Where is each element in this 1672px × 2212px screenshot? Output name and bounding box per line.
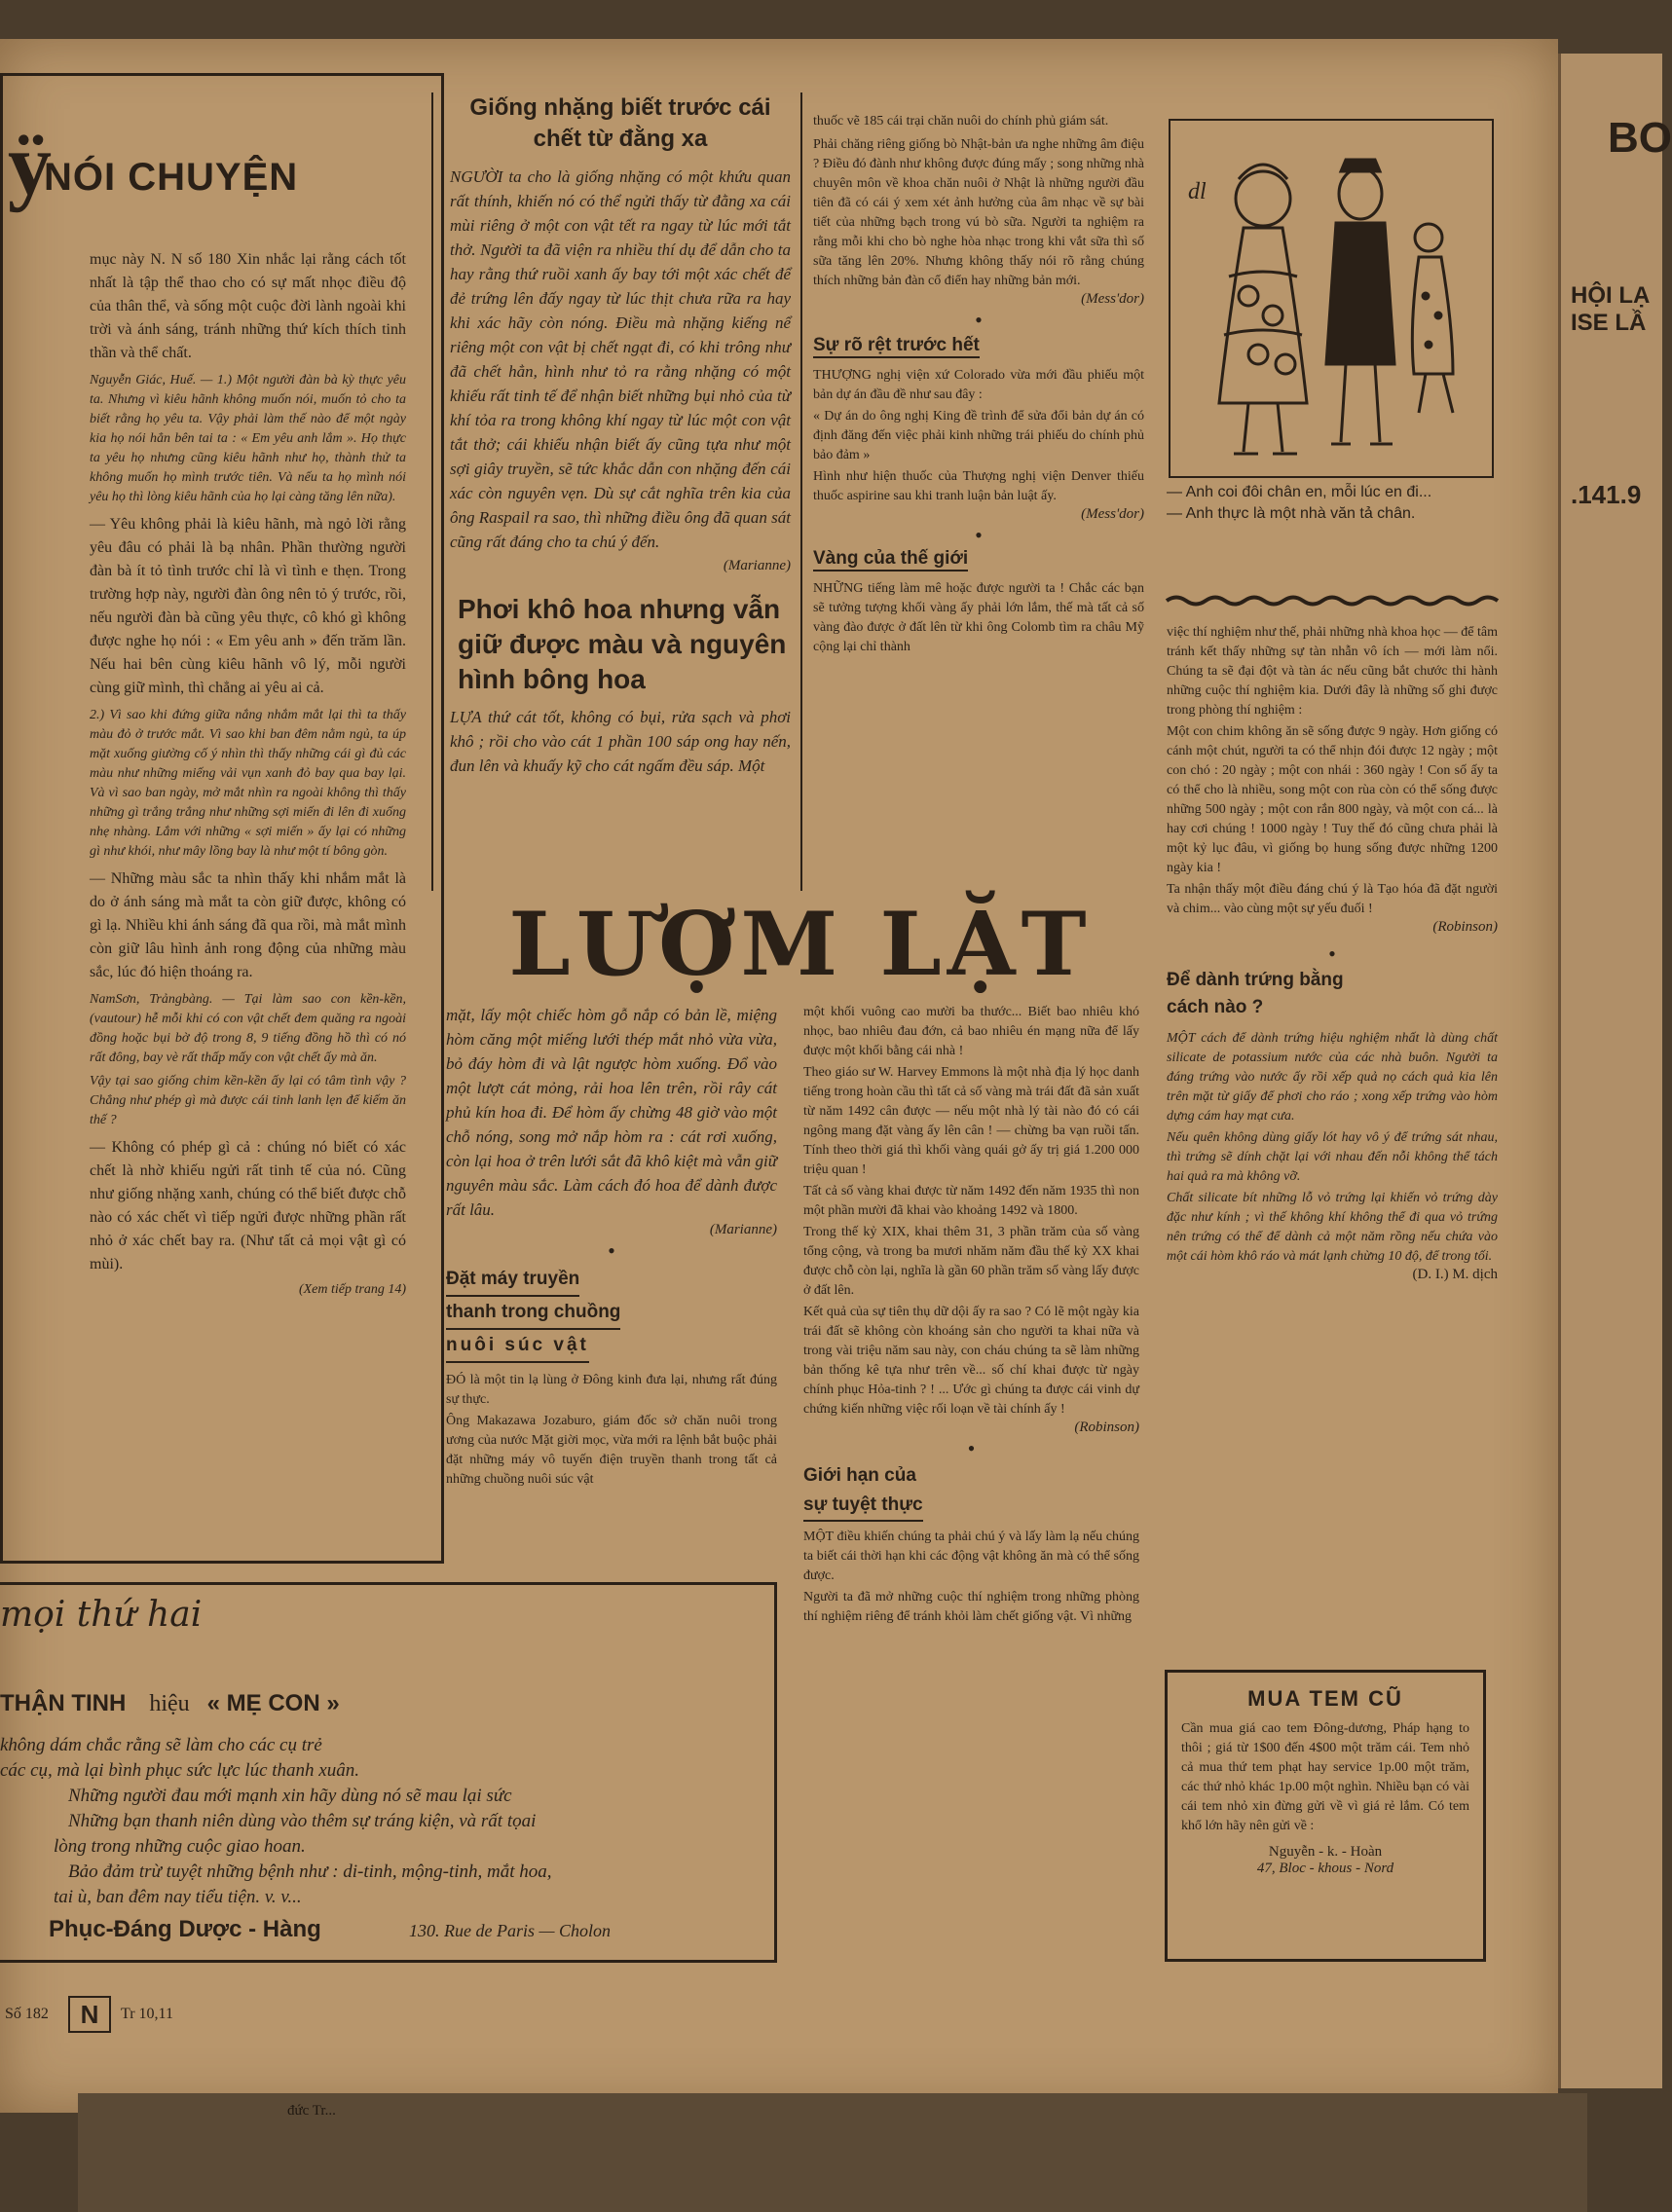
cartoon-caption-line: — Anh coi đôi chân en, mỗi lúc en đi... (1167, 484, 1432, 500)
ad-product: THẬN TINH (0, 1690, 127, 1716)
column-rule (431, 92, 433, 891)
ad-line: Bảo đảm trừ tuyệt những bệnh như : di-tinh, mộng-tinh, mắt hoa, (68, 1862, 552, 1882)
column-rule (800, 92, 802, 891)
reader-question: NamSơn, Trảngbàng. — Tại làm sao con kền-kền, (vautour) hễ mỗi khi có con vật chết đem quăng ra ngoài đồng hoặc bụi bờ độ trong 8, 9 tiếng đồng hồ thì có nó rất đông, bay vè rất thấp mấy con vật chết ấy mà ăn. (90, 992, 406, 1065)
reader-question: Vậy tại sao giống chim kền-kền ấy lại có tâm tình vậy ? Chẳng như phép gì mà được cái tinh lanh lẹn để kiếm ăn thế ? (90, 1074, 406, 1127)
article-body: NGƯỜI ta cho là giống nhặng có một khứu quan rất thính, khiến nó có thể ngửi thấy từ đằng xa cái mùi riêng ở một con vật tết ra ngay từ lúc mới tắt thở. Người ta đã viện ra nhiều thí dụ để dẫn cho ta hay rằng thứ ruồi xanh ấy bay tới một xác chết để đẻ trứng lên đấy ngay từ lúc thịt chưa rữa ra hay khi xác hãy còn nóng. Điều mà nhặng kiếng nể riêng một con vật bị chết ngạt đi, có khi trông như đã chết hẳn, hình như tỏ ra rằng nhặng có một khiếu rất tinh tế để nhận biết những bụi nhỏ của từ khí tỏa ra trong không khí ngay từ lúc một con vật tắt thở; cái khiếu nhận biết ấy cũng tựa như một sợi giây truyền, sẽ tức khắc dẫn con nhặng đến cái xác còn nguyên vẹn. Dù sự cắt nghĩa trên kia của ông Raspail ra sao, thì những điều ông đã quan sát cũng rất đáng cho ta chú ý đến. (450, 167, 791, 551)
article-signature: (Robinson) (1432, 919, 1498, 935)
article-body: một khối vuông cao mười ba thước... Biết bao nhiêu khó nhọc, bao nhiêu đau đớn, cả bao nhiêu én mạng nữa để lấy được một khối bằng cái nhà ! (803, 1005, 1139, 1058)
article-title: Để dành trứng bằng cách nào ? (1167, 970, 1344, 1017)
article-title: Vàng của thế giới (813, 548, 968, 571)
article-body: MỘT cách để dành trứng hiệu nghiệm nhất là dùng chất silicate de potassium nước của các nhà buôn. Người ta đáng trứng vào nước ấy rồi xếp quả nọ cách quả kia lên trên mặt từ giấy để phơi cho ráo ; xong xếp trứng vào hòm dựng cám hay mạt cưa. (1167, 1031, 1498, 1124)
article-body: Tất cả số vàng khai được từ năm 1492 đến năm 1935 thì non một phần mười đã khai vào khoảng 1492 và 1800. (803, 1184, 1139, 1218)
ad-line: các cụ, mà lại bình phục sức lực lúc thanh xuân. (0, 1760, 359, 1781)
cartoon-caption-line: — Anh thực là một nhà văn tả chân. (1167, 505, 1416, 522)
ad-line: không dám chắc rằng sẽ làm cho các cụ trẻ (0, 1735, 322, 1755)
issue-number: Số 182 (5, 2006, 49, 2022)
separator-dot: • (1328, 941, 1336, 966)
article-body: Một con chim không ăn sẽ sống được 9 ngày. Hơn giống có cánh một chút, người ta có thể nhịn đói được 12 ngày ; một con chó : 20 ngày ; một con nhái : 360 ngày ! Con số ấy ta có thể cho là nhiều, song một con rùa còn có thể sống được những 500 ngày ; một con rắn 800 ngày, và một con cá... là hay cơi chúng ! 1000 ngày ! Tuy thế đó cũng chưa phải là một kỷ lục đâu, vì giống bọ hung sống được những 1200 ngày kia ! (1167, 724, 1498, 875)
adjacent-title: BO (1608, 114, 1672, 162)
article-body: việc thí nghiệm như thế, phải những nhà khoa học — để tâm tránh kết thấy những sự tàn nhẫn vô ích — mới làm nổi. Chúng ta sẽ đại đột và tàn ác nếu cũng bắt chước thi hành những cuộc thí nghiệm kia. Dưới đây là những số ghi được trong phòng thí nghiệm : (1167, 625, 1498, 718)
article-body: LỰA thứ cát tốt, không có bụi, rửa sạch và phơi khô ; rồi cho vào cát 1 phần 100 sáp ong hay nến, đun lên và khuấy kỹ cho cát ngấm đều sáp. Một (450, 708, 791, 775)
article-title-line: Đặt máy truyền (446, 1264, 579, 1297)
ad-line: lòng trong những cuộc giao hoan. (54, 1836, 306, 1857)
ad-heading-word: hiệu (149, 1691, 190, 1716)
noi-chuyen-content (90, 248, 406, 1300)
wavy-divider (1167, 594, 1498, 608)
ad-title: mọi thứ hai (0, 1595, 203, 1635)
article-body: NHỮNG tiếng làm mê hoặc được người ta ! Chắc các bạn sẽ tưởng tượng khối vàng ấy phải lớn lắm, thế mà tất cả số vàng đào được ở đất lên từ khi ông Colomb tìm ra châu Mỹ cộng lại chỉ thành (813, 581, 1144, 654)
stamp-ad-body: Cần mua giá cao tem Đông-dương, Pháp hạng to thôi ; giá từ 1$00 đến 4$00 một trăm cái. Tem nhỏ cả mua thứ tem phạt hay service 1p.00 một trăm, các thứ nhỏ khác 1p.00 một nghìn. Nhiều bạn có vài cái tem nhỏ xin đừng gửi về vì giá rẻ lắm. Có tem khổ lớn hãy nên gửi về : (1181, 1721, 1469, 1833)
article-signature: (Marianne) (723, 558, 791, 573)
section-header-noi-chuyen: NÓI CHUYỆN (44, 156, 299, 199)
article-title (803, 1461, 969, 1522)
article-body: Theo giáo sư W. Harvey Emmons là một nhà địa lý học danh tiếng trong hoàn cầu thì tất cả số vàng mà trái đất đã sản xuất từ năm 1492 cân được — nếu một nhà lý tài nào đó có cái ngông mang đặt vàng ấy lên cân ! — chừng ba vạn ruồi tấn. Tính theo thời giá thì khối vàng quái gở ấy trị giá 1.200 000 triệu quan ! (803, 1065, 1139, 1177)
continued-note: (Xem tiếp trang 14) (298, 1282, 406, 1297)
section-banner-luom-lat: LƯỢM LẶT (508, 893, 1093, 996)
column-2-bottom (446, 1003, 777, 1490)
paragraph: — Những màu sắc ta nhìn thấy khi nhắm mắt là do ở ánh sáng mà mắt ta còn giữ được, không có gì lạ. Nhiều khi ánh sáng đã qua rồi, mà mắt mình còn giữ lâu hình ảnh rong động của những màu sắc, lúc đó hiện thoáng ra. (90, 870, 406, 980)
article-signature: (D. I.) M. dịch (1412, 1267, 1498, 1282)
stamp-ad-title: MUA TEM CŨ (1247, 1686, 1403, 1711)
ad-address: 130. Rue de Paris — Cholon (409, 1921, 611, 1940)
article-title (446, 1264, 670, 1363)
article-body: ĐÓ là một tin lạ lùng ở Đông kinh đưa lại, nhưng rất đúng sự thực. (446, 1373, 777, 1407)
adjacent-heading-1: HỘI LẠ (1571, 282, 1651, 309)
adjacent-number: .141.9 (1571, 480, 1642, 509)
article-body: Nếu quên không dùng giấy lót hay vô ý để trứng sát nhau, thì trứng sẽ dính chặt lại với nhau đến nỗi không thể tách hai quả ra mà không vỡ. (1167, 1130, 1498, 1184)
article-body: Người ta đã mở những cuộc thí nghiệm trong những phòng thí nghiệm riêng để tránh khỏi làm chết giống vật. Vì những (803, 1590, 1139, 1624)
article-title-line: nuôi súc vật (446, 1330, 589, 1363)
ad-line: Những bạn thanh niên dùng vào thêm sự tráng kiện, và rất tọai (68, 1811, 537, 1831)
separator-dot: • (975, 308, 983, 332)
ad-heading (0, 1690, 340, 1717)
ad-brand: « MẸ CON » (206, 1690, 340, 1716)
article-body: mặt, lấy một chiếc hòm gỗ nắp có bản lề, miệng hòm căng một miếng lưới thép mắt nhỏ vừa vừa, bỏ đáy hòm đi và lật ngược hòm xuống. Đổ vào một lượt cát mỏng, rải hoa lên trên, rồi rây cát phủ kín hoa đi. Để hòm ấy chừng 48 giờ vào một chỗ nóng, song mở nắp hòm ra : cát rơi xuống, còn lại hoa ở trên lưới sắt đã khô kiệt mà vẫn giữ nguyên màu sắc. Làm cách đó hoa để dành được rất lâu. (446, 1006, 777, 1219)
ad-body (0, 1733, 760, 1910)
paragraph: mục này N. N số 180 Xin nhắc lại rằng cách tốt nhất là tập thể thao cho có sự mất nhọc điều độ của thân thể, và sống một cuộc đời lành ngoài khi trời và ánh sáng, tránh những thứ kích thích tinh thần và thể chất. (90, 251, 406, 361)
article-title-line: sự tuyệt thực (803, 1491, 923, 1522)
column-3-top (813, 112, 1144, 657)
cartoon-frame (1169, 119, 1494, 478)
article-body: MỘT điều khiến chúng ta phải chú ý và lấy làm lạ nếu chúng ta biết cái thời hạn khi các động vật không ăn mà có thể sống được. (803, 1530, 1139, 1583)
separator-dot: • (608, 1238, 615, 1263)
article-title-line: Giới hạn của (803, 1465, 916, 1486)
cartoon-illustration (1170, 121, 1492, 476)
medicine-ad-box (0, 1582, 777, 1963)
article-body: Phải chăng riêng giống bò Nhật-bản ưa nghe những âm điệu ? Điều đó đành như không được đúng mấy ; song những nhà chuyên môn về khoa chăn nuôi ở Nhật là những người đầu tiên đã có cái ý xem xét ảnh hưởng của âm nhạc về sự bài tiết của những bạch trong vú bò sữa. Người ta nghiệm ra rằng mỗi khi cho bò nghe hòa nhạc trong khi vắt sữa thì số sữa tăng lên 20%. Nhưng không thấy nói rõ rằng chúng thích những bản đàn cổ điển hay những bản mới. (813, 137, 1144, 288)
column-2-top (450, 92, 791, 778)
separator-dot: • (975, 523, 983, 547)
column-4 (1167, 623, 1498, 1283)
adjacent-heading-2: ISE LẦ (1571, 310, 1647, 336)
reader-question: 2.) Vì sao khi đứng giữa nắng nhắm mắt lại thì ta thấy màu đỏ ở trước mắt. Vì sao khi ban đêm nằm ngủ, ta úp mặt xuống giường cố ý nhìn thì thấy những cái gì đủ các màu như những miếng vải vụn xanh đỏ bay qua bay lại. Và vì sao ban ngày, mở mắt nhìn ra ngoài không thì thấy những gì trắng trắng như những sợi miến đi lên đi xuống nhẹ nhàng. Lắm với những « sợi miến » ấy lại có những gì như khói, như mây lồng bay là như một tí bông gòn. (90, 708, 406, 859)
paragraph: — Yêu không phải là kiêu hãnh, mà ngỏ lời rằng yêu đâu có phải là bạ nhân. Phần thường người đàn bà ít tỏ tình trước chỉ là vì tình e thẹn. Trong trường hợp này, người đàn ông nên tỏ ý trước, rồi, nếu người đàn bà cũng yêu thực, cô khó gì không được nghe họ nói : « Em yêu anh » đến trăm lần. Nếu hai bên cùng kiêu hãnh vô lý, mỗi người cùng giữ mình, thì chẳng ai yêu ai cả. (90, 516, 406, 696)
article-body: Ta nhận thấy một điều đáng chú ý là Tạo hóa đã đặt người và chim... vào cùng một sự yếu đuối ! (1167, 882, 1498, 916)
article-quote: « Dự án do ông nghị King đề trình để sửa đổi bản dự án có định đăng đến việc phải kinh những trái phiếu do chính phủ bảo đảm » (813, 409, 1144, 462)
cartoon-caption (1167, 482, 1498, 525)
article-title: Giống nhặng biết trước cái chết từ đằng xa (469, 94, 771, 152)
ad-company: Phục-Đáng Dược - Hàng (49, 1916, 321, 1942)
ad-line: Những người đau mới mạnh xin hãy dùng nó sẽ mau lại sức (68, 1786, 512, 1806)
article-body: Hình như hiện thuốc của Thượng nghị viện Denver thiếu thuốc aspirine sau khi tranh luận bản luật ấy. (813, 469, 1144, 503)
paragraph: — Không có phép gì cả : chúng nó biết có xác chết là nhờ khiếu ngửi rất tinh tế của nó. Cũng như giống nhặng xanh, chúng có thể biết được chỗ nào có xác chết vì tiếp ngửi được những phần rất nhỏ ở xác chết bay ra. (Như tất cả mọi vật gì có mùi). (90, 1139, 406, 1272)
separator-dot: • (967, 1436, 976, 1460)
article-signature: (Mess'dor) (1081, 506, 1144, 522)
reader-question: Nguyễn Giác, Huế. — 1.) Một người đàn bà kỳ thực yêu ta. Nhưng vì kiêu hãnh không muốn nói, muốn tỏ cho ta biết rằng họ yêu ta. Vậy phải làm thế nào để một ngày kia họ nói hẳn bên tai ta : « Em yêu anh lắm ». Họ thực ta yêu họ nhưng cũng kiêu hãnh như họ, thành thử ta không muốn họ mình trước tiên. Và nếu ta họ mình nói yêu họ thì lòng kiêu hãnh của họ lại càng tăng lên nữa). (90, 373, 406, 504)
article-body: Trong thế kỷ XIX, khai thêm 31, 3 phần trăm của số vàng tổng cộng, và trong ba mươi nhăm năm đầu thế kỷ XX khai được chỗ còn lại, nghĩa là gần 60 phần trăm số vàng lấy được ở đất lên. (803, 1225, 1139, 1298)
article-signature: (Mess'dor) (1081, 291, 1144, 307)
footer-fragment: đức Tr... (287, 2103, 336, 2119)
article-body: THƯỢNG nghị viện xứ Colorado vừa mới đầu phiếu một bản dự án đầu đề như sau đây : (813, 368, 1144, 402)
article-signature: (Marianne) (709, 1222, 777, 1237)
article-body: Ông Makazawa Jozaburo, giám đốc sở chăn nuôi trong ương của nước Mặt giời mọc, vừa mới ra lệnh bắt buộc phải đặt những máy vô tuyến điện truyền thanh trong tất cả những chuồng nuôi súc vật (446, 1414, 777, 1487)
stamp-ad-box (1165, 1670, 1486, 1962)
article-body: Chất silicate bít những lỗ vỏ trứng lại khiến vỏ trứng dày đặc như kính ; vì thế không khí không thể đi qua vỏ trứng nên trứng có thể để dành cả một năm rồng nếu chứa vào một cái hòm khô ráo và mát lạnh chừng 10 độ, để trong tối. (1167, 1191, 1498, 1264)
stamp-ad-name: Nguyễn - k. - Hoàn (1268, 1844, 1383, 1860)
stamp-ad-address: 47, Bloc - khous - Nord (1256, 1861, 1394, 1876)
article-body: Kết quả của sự tiên thụ dữ dội ấy ra sao ? Có lẽ một ngày kia trái đất sẽ không còn khoáng sản cho người ta khai nữa và trong vài triệu năm sau này, con cháu chúng ta sẽ làm những bản thống kê tựa như trên về... số chí khai được từ ngày chính phục Hỏa-tinh ? ! ... Ước gì chúng ta được cái vinh dự chứng kiến những việc rối loạn về tài chính ấy ! (803, 1305, 1139, 1417)
decorative-glyph: ÿ (8, 117, 52, 213)
column-3-bottom (803, 1003, 1139, 1627)
newspaper-logo: N (68, 1996, 111, 2033)
article-title: Phơi khô hoa nhưng vẫn giữ được màu và nguyên hình bông hoa (458, 594, 787, 694)
article-signature: (Robinson) (1074, 1419, 1139, 1435)
page-numbers: Tr 10,11 (121, 2006, 173, 2022)
article-title-line: thanh trong chuồng (446, 1297, 620, 1330)
article-title: Sự rõ rệt trước hết (813, 335, 980, 358)
adjacent-page (1558, 54, 1672, 2088)
article-body: thuốc vẽ 185 cái trại chăn nuôi do chính phủ giám sát. (813, 114, 1109, 129)
cartoon-signature: dl (1188, 179, 1207, 204)
ad-line: tai ù, ban đêm nay tiểu tiện. v. v... (54, 1887, 302, 1907)
